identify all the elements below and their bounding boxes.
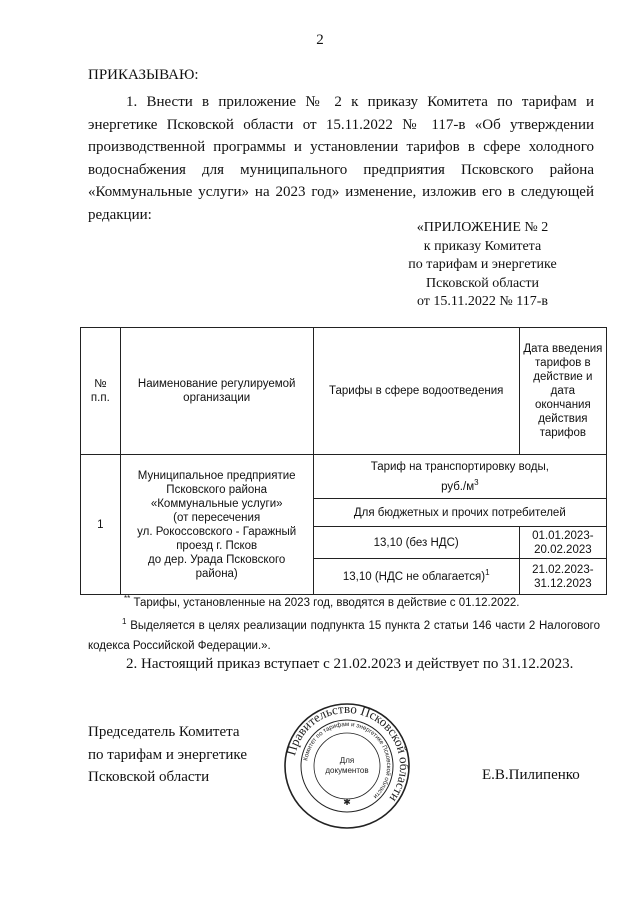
footnote-2-mark: 1: [122, 617, 127, 627]
org-line: до дер. Урада Псковского: [148, 553, 286, 566]
page-number: 2: [316, 32, 324, 48]
official-seal: [282, 701, 412, 831]
header-org: Наименование регулируемой организации: [120, 328, 313, 455]
seal-inner-text: Комитет по тарифам и энергетике Псковской области: [302, 720, 393, 800]
header-tariffs: Тарифы в сфере водоотведения: [313, 328, 519, 455]
table-header-row: [81, 328, 607, 455]
header-num: № п.п.: [81, 328, 121, 455]
seal-center-line-2: документов: [325, 766, 369, 775]
tariff-1: 13,10 (без НДС): [313, 527, 519, 559]
tariff-2: 13,10 (НДС не облагается): [342, 570, 486, 583]
appendix-line-2: к приказу Комитета: [423, 238, 542, 254]
footnote-1-mark: **: [124, 594, 131, 604]
row-org: [120, 455, 313, 595]
signature-line-3: Псковской области: [88, 769, 210, 785]
order-item-1: 1. Внести в приложение № 2 к приказу Комитета по тарифам и энергетике Псковской области от 15.11.2022 № 117-в «Об утверждении производственной программы и установлении тарифов в сфере холодного водоснабжения для муниципального предприятия Псковского района «Коммунальные услуги» на 2023 год» изменение, изложив его в следующей редакции:: [88, 94, 594, 223]
period-1: [519, 527, 606, 559]
org-line: (от пересечения: [173, 511, 261, 524]
row-num: 1: [81, 455, 121, 595]
order-heading: ПРИКАЗЫВАЮ:: [88, 67, 199, 83]
appendix-line-3: по тарифам и энергетике: [408, 257, 557, 272]
org-line: проезд г. Псков: [176, 539, 258, 552]
order-item-2: 2. Настоящий приказ вступает с 21.02.2023 и действует по 31.12.2023.: [126, 656, 574, 672]
tariff-title: Тариф на транспортировку воды,: [370, 460, 549, 473]
footnote-1: [124, 594, 520, 609]
footnote-2: [88, 616, 600, 656]
org-line: Муниципальное предприятие: [137, 469, 296, 482]
header-dates: Дата введения тарифов в действие и дата окончания действия тарифов: [519, 328, 606, 455]
signature-block: [88, 721, 247, 789]
appendix-line-4: Псковской области: [425, 275, 540, 291]
appendix-header: [395, 219, 570, 312]
table-row: [81, 455, 607, 499]
footnote-1-text: Тарифы, установленные на 2023 год, вводятся в действие с 01.12.2022.: [133, 597, 520, 609]
appendix-line-1: «ПРИЛОЖЕНИЕ № 2: [416, 220, 549, 235]
org-line: Псковского района: [166, 483, 268, 496]
signature-line-2: по тарифам и энергетике: [88, 746, 247, 763]
org-line: района): [195, 567, 238, 580]
org-line: «Коммунальные услуги»: [150, 497, 283, 510]
tariff-2-cell: [313, 559, 519, 595]
period-1-start: 01.01.2023-: [532, 529, 594, 542]
signatory-name: Е.В.Пилипенко: [482, 767, 580, 783]
tariff-table: [80, 327, 607, 595]
appendix-line-5: от 15.11.2022 № 117-в: [416, 294, 549, 309]
tariff-title-cell: [313, 455, 606, 499]
period-2: [519, 559, 606, 595]
signature-line-1: Председатель Комитета: [88, 724, 240, 740]
consumers-cell: Для бюджетных и прочих потребителей: [313, 499, 606, 527]
tariff-unit: руб./м: [441, 480, 475, 493]
tariff-unit-sup: 3: [474, 477, 479, 487]
seal-outer-text: Правительство Псковской области: [283, 701, 412, 806]
seal-star-icon: ✱: [343, 798, 351, 808]
period-2-end: 31.12.2023: [534, 577, 592, 590]
tariff-2-sup: 1: [485, 567, 490, 577]
org-line: ул. Рокоссовского - Гаражный: [137, 525, 297, 538]
seal-center-line-1: Для: [339, 756, 355, 765]
tariff-unit-line: [317, 477, 603, 497]
footnote-2-text: Выделяется в целях реализации подпункта 15 пункта 2 статьи 146 части 2 Налогового кодекса Российской Федерации.».: [88, 620, 600, 652]
period-1-end: 20.02.2023: [534, 543, 592, 556]
period-2-start: 21.02.2023-: [532, 563, 594, 576]
